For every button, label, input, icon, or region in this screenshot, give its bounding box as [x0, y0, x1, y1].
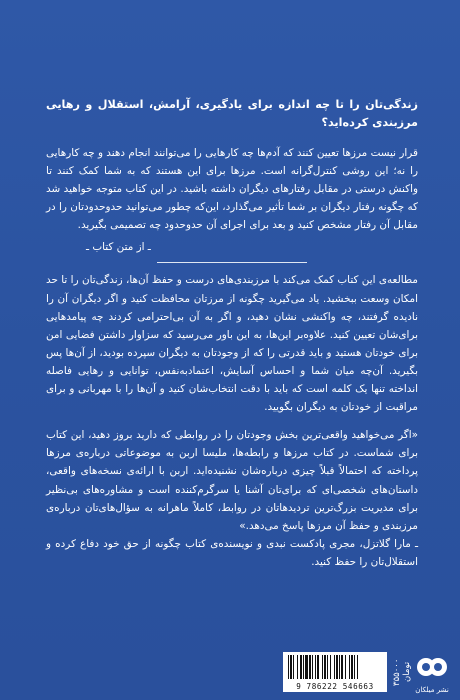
section-divider [157, 262, 307, 263]
isbn-barcode [283, 652, 387, 692]
price-label: ۳۵۵۰۰۰ تومان [392, 658, 412, 686]
quote-paragraph: قرار نیست مرزها تعیین کنند که آدم‌ها چه کارهایی را می‌توانند انجام دهند و چه کارهایی را نه؛ این روشی کنترل‌گرانه است. مرزها برای این هستند که به شما کمک کنند تا واکنش درستی در مقابل رفتارهای دیگران داشته باشید. در این کتاب متوجه خواهید شد که چگونه رفتار دیگران بر شما تأثیر می‌گذارد، این‌که چطور می‌توانید حدوحدودتان را در مقابل آن رفتار مشخص کنید و بعد برای اجرای آن حدوحدود چه تصمیمی بگیرید. [46, 147, 418, 232]
publisher-name: نشر میلکان [415, 686, 449, 694]
endorsement-paragraph: «اگر می‌خواهید واقعی‌ترین بخش وجودتان را در روابطی که دارید بروز دهید، این کتاب برای شماست. در کتاب مرزها و رابطه‌ها، ملیسا اربن به موضوعاتی درباره‌ی مرزها پرداخته که احتمالاً قبلاً چیزی درباره‌شان نشنیده‌اید. اربن با ارائه‌ی نسخه‌های واقعی، داستان‌های شخصی‌ای که برای‌تان آشنا یا سرگرم‌کننده است و مشاوره‌های بی‌نظیر برای مدیریت بزرگ‌ترین تردیدهاتان در روابط، کاملاً ماهرانه به سؤال‌های‌تان درباره‌ی مرزبندی و حفظ آن مرزها پاسخ می‌دهد.» [46, 429, 418, 532]
publisher-logo-icon [412, 652, 452, 682]
barcode-bars [283, 652, 387, 682]
endorsement-author: ـ مارا گلاتزل، مجری پادکست نبدی و نویسنده‌ی کتاب چگونه از حق خود دفاع کرده و استقلال‌تان را حفظ کنید. [46, 537, 418, 568]
publisher-logo [412, 652, 452, 694]
intro-paragraph: مطالعه‌ی این کتاب کمک می‌کند با مرزبندی‌های درست و حفظ آن‌ها، زندگی‌تان را تا حد امکان وسعت ببخشید. یاد می‌گیرید چگونه از مرزتان محافظت کنید و اگر دیگران آن را نادیده گرفتند، چه واکنشی نشان دهید، و اگر به آن بی‌احترامی کردند چه پیامدهایی برای‌شان تعیین کنید. علاوه‌بر این‌ها، به این باور می‌رسید که سزاوار داشتن فضایی امن برای خودتان هستید و باید قدرتی را که از وجودتان به دیگران سپرده بودید، از آن‌ها پس بگیرید. آن‌چه میان شما و احساس آسایش، اعتمادبه‌نفس، توانایی و رهایی فاصله انداخته تنها یک کلمه است که باید با دقت انتخاب‌شان کنید و آن‌ها را با مهربانی و برای مراقبت از خودتان به دیگران بگویید. [46, 274, 418, 414]
isbn-number: 9 786222 546663 [283, 682, 387, 691]
headline-question: زندگی‌تان را تا چه اندازه برای یادگیری، آرامش، استقلال و رهایی مرزبندی کرده‌اید؟ [46, 98, 418, 129]
quote-source: ـ از متن کتاب ـ [86, 241, 151, 254]
back-cover-text [46, 96, 418, 571]
